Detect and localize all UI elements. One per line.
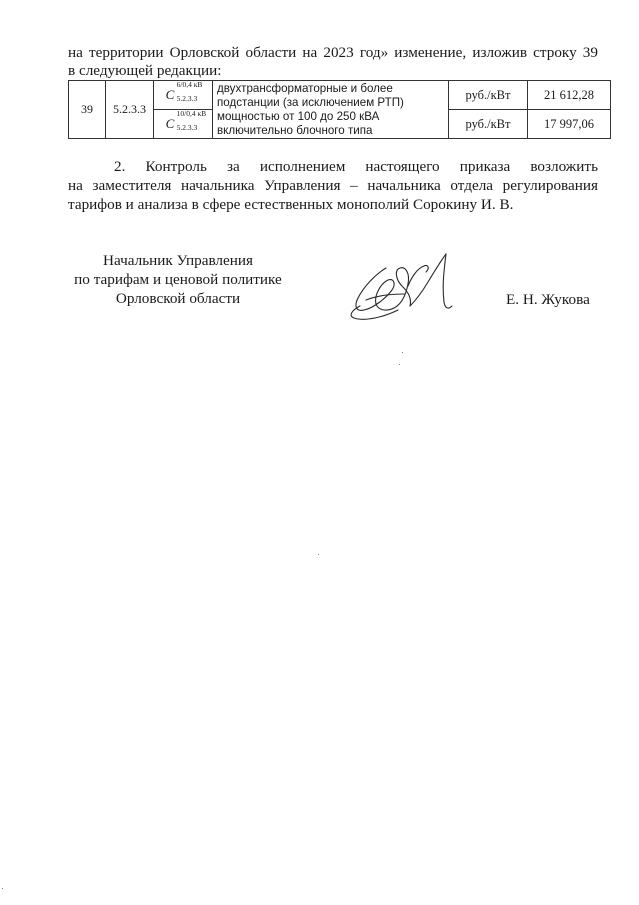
rate-symbol <box>165 109 207 132</box>
description-line: двухтрансформаторные и более <box>217 81 393 95</box>
signatory-title-line: Начальник Управления <box>103 252 253 269</box>
symbol-subscript: 5.2.3.3 <box>176 123 198 132</box>
symbol-superscript: 6/0,4 кВ <box>176 80 203 89</box>
symbol-cell <box>154 81 213 110</box>
intro-line-2: в следующей редакции: <box>68 62 222 79</box>
scan-speck <box>402 352 403 353</box>
symbol-letter: C <box>165 87 175 102</box>
signatory-title <box>68 251 288 308</box>
symbol-letter: C <box>165 116 175 131</box>
description-cell <box>213 81 449 139</box>
paragraph-line: на заместителя начальника Управления – начальника отдела регулирования <box>68 177 598 194</box>
scan-speck <box>399 364 400 365</box>
scan-speck <box>2 888 3 889</box>
signer-name: Е. Н. Жукова <box>506 291 590 308</box>
rate-symbol <box>165 80 203 103</box>
table-row <box>69 81 611 110</box>
paragraph-line: тарифов и анализа в сфере естественных монополий Сорокину И. В. <box>68 196 514 213</box>
symbol-subscript: 5.2.3.3 <box>176 94 198 103</box>
symbol-superscript: 10/0,4 кВ <box>176 109 207 118</box>
tariff-table <box>68 80 611 139</box>
value-cell: 21 612,28 <box>528 81 611 110</box>
unit-cell: руб./кВт <box>449 81 528 110</box>
handwritten-signature <box>346 246 466 331</box>
description-line: включительно блочного типа <box>217 123 373 137</box>
scan-speck <box>318 554 319 555</box>
paragraph-2 <box>68 157 598 214</box>
description-line: мощностью от 100 до 250 кВА <box>217 109 380 123</box>
value-cell: 17 997,06 <box>528 110 611 139</box>
intro-line-1: на территории Орловской области на 2023 год» изменение, изложив строку 39 <box>68 44 598 61</box>
signatory-title-line: Орловской области <box>115 290 241 307</box>
description-line: подстанции (за исключением РТП) <box>217 95 404 109</box>
paragraph-line: 2. Контроль за исполнением настоящего приказа возложить <box>114 158 598 175</box>
signatory-title-line: по тарифам и ценовой политике <box>74 271 282 288</box>
code-cell: 5.2.3.3 <box>106 81 154 139</box>
row-number-cell: 39 <box>69 81 106 139</box>
symbol-cell <box>154 110 213 139</box>
unit-cell: руб./кВт <box>449 110 528 139</box>
